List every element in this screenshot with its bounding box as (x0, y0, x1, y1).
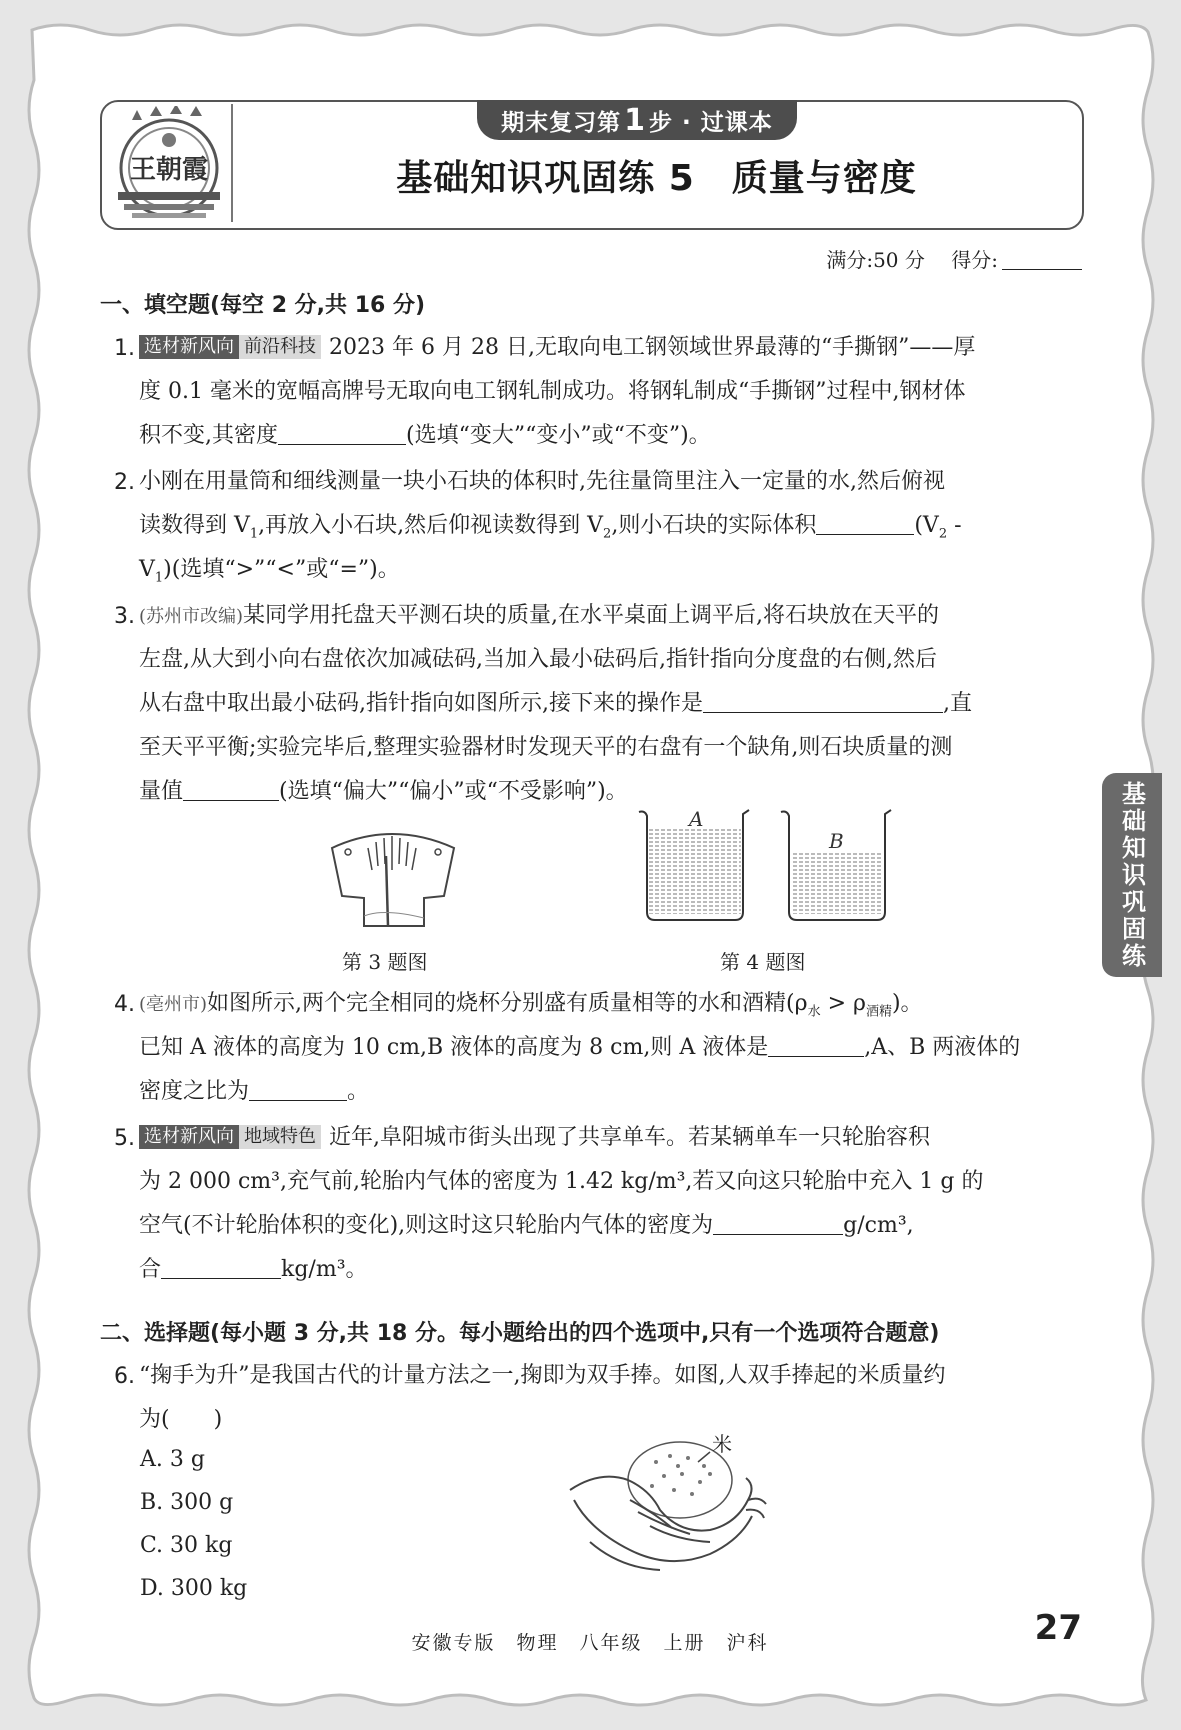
q3-answer-blank-1[interactable] (703, 694, 943, 713)
q2-line-2d: (V (914, 513, 939, 538)
q5-answer-blank-1[interactable] (713, 1216, 843, 1235)
q1-tag-trend: 选材新风向 (139, 335, 239, 359)
q6-option-a[interactable]: A. 3 g (140, 1447, 205, 1472)
q4-line-2a: 已知 A 液体的高度为 10 cm,B 液体的高度为 8 cm,则 A 液体是 (139, 1035, 769, 1060)
q6-option-b[interactable]: B. 300 g (140, 1490, 234, 1515)
q2-sub-2: 2 (603, 526, 612, 542)
q4-answer-blank-1[interactable] (768, 1038, 864, 1057)
q4-sub-water: 水 (807, 1004, 821, 1020)
q1-number: 1. (114, 336, 135, 361)
q2-sub-3: 2 (938, 526, 948, 542)
q3-line-3b: ,直 (943, 691, 972, 716)
q1-tag-topic: 前沿科技 (239, 335, 321, 359)
q3-line-1: 某同学用托盘天平测石块的质量,在水平桌面上调平后,将石块放在天平的 (243, 603, 940, 628)
q5-line-3a: 空气(不计轮胎体积的变化),则这时这只轮胎内气体的密度为 (139, 1213, 714, 1238)
q5-tag-topic: 地域特色 (239, 1125, 321, 1149)
q2-sub-1: 1 (249, 526, 259, 542)
q2-line-1: 小刚在用量筒和细线测量一块小石块的体积时,先往量筒里注入一定量的水,然后俯视 (139, 469, 945, 494)
q3-answer-blank-2[interactable] (183, 782, 279, 801)
page-title: 基础知识巩固练 5 质量与密度 (396, 158, 917, 199)
q4-line-1a: 如图所示,两个完全相同的烧杯分别盛有质量相等的水和酒精(ρ (207, 991, 808, 1016)
beakers-illustration (637, 808, 897, 928)
score-label: 得分: (951, 248, 998, 272)
q6-option-c[interactable]: C. 30 kg (140, 1533, 233, 1558)
figure-4-caption: 第 4 题图 (720, 950, 806, 974)
q4-gt: > ρ (820, 991, 866, 1016)
svg-text:王朝霞: 王朝霞 (129, 155, 209, 185)
balance-dial-illustration (328, 826, 458, 930)
full-score: 满分:50 分 (826, 248, 925, 272)
q1-line-3b: (选填“变大”“变小”或“不变”)。 (406, 423, 711, 448)
q2-sub-4: 1 (154, 570, 164, 586)
q1-line-3a: 积不变,其密度 (139, 423, 278, 448)
q5-line-2: 为 2 000 cm³,充气前,轮胎内气体的密度为 1.42 kg/m³,若又向这只轮胎中充入 1 g 的 (139, 1169, 984, 1194)
q4-source: (亳州市) (139, 994, 208, 1015)
q6-line-1: “掬手为升”是我国古代的计量方法之一,掬即为双手捧。如图,人双手捧起的米质量约 (139, 1363, 946, 1388)
q6-line-2: 为( ) (139, 1407, 223, 1432)
q1-line-2: 度 0.1 毫米的宽幅高牌号无取向电工钢轧制成功。将钢轧制成“手撕钢”过程中,钢材体 (139, 379, 966, 404)
figure-6-rice-label: 米 (712, 1432, 732, 1456)
page-number: 27 (1034, 1608, 1082, 1648)
q3-line-4: 至天平平衡;实验完毕后,整理实验器材时发现天平的右盘有一个缺角,则石块质量的测 (139, 735, 953, 760)
q2-line-2c: ,则小石块的实际体积 (611, 513, 817, 538)
q3-line-5b: (选填“偏大”“偏小”或“不受影响”)。 (279, 779, 628, 804)
beaker-b-label: B (829, 829, 844, 853)
figure-4 (637, 808, 897, 932)
q2-answer-blank[interactable] (816, 516, 914, 535)
brand-logo (110, 106, 228, 222)
q5-line-4b: kg/m³。 (281, 1257, 368, 1282)
q4-sub-alcohol: 酒精 (865, 1004, 892, 1020)
q3-line-3a: 从右盘中取出最小砝码,指针指向如图所示,接下来的操作是 (139, 691, 703, 716)
q3-number: 3. (114, 604, 135, 629)
q1-line-1: 2023 年 6 月 28 日,无取向电工钢领域世界最薄的“手撕钢”——厚 (329, 335, 976, 360)
figure-6 (560, 1430, 770, 1584)
step-number: 1 (624, 102, 647, 138)
beaker-a-label: A (689, 808, 704, 831)
side-tab: 基础知识巩固练 (1102, 773, 1162, 977)
footer-edition: 安徽专版 物理 八年级 上册 沪科 (411, 1632, 769, 1654)
q6-number: 6. (114, 1364, 135, 1389)
q3-line-2: 左盘,从大到小向右盘依次加减砝码,当加入最小砝码后,指针指向分度盘的右侧,然后 (139, 647, 937, 672)
q5-line-3b: g/cm³, (843, 1213, 914, 1238)
q5-tag-trend: 选材新风向 (139, 1125, 239, 1149)
q4-number: 4. (114, 992, 135, 1017)
step-suffix: 步 · 过课本 (649, 109, 773, 136)
section-2-heading: 二、选择题(每小题 3 分,共 18 分。每小题给出的四个选项中,只有一个选项符合题意) (100, 1321, 940, 1346)
step-prefix: 期末复习第 (501, 109, 622, 136)
q4-line-3b: 。 (347, 1079, 370, 1104)
step-tab (477, 100, 797, 140)
hands-rice-illustration (560, 1430, 770, 1580)
q3-source: (苏州市改编) (139, 606, 244, 627)
q4-answer-blank-2[interactable] (249, 1082, 347, 1101)
q5-line-1: 近年,阜阳城市街头出现了共享单车。若某辆单车一只轮胎容积 (329, 1125, 930, 1150)
q5-answer-blank-2[interactable] (161, 1260, 281, 1279)
q3-line-5a: 量值 (139, 779, 184, 804)
q2-line-2b: ,再放入小石块,然后仰视读数得到 V (258, 513, 604, 538)
figure-3 (328, 826, 458, 934)
q4-line-1b: )。 (891, 991, 923, 1016)
q2-line-3a: V (139, 557, 155, 582)
q2-line-2a: 读数得到 V (139, 513, 250, 538)
q2-number: 2. (114, 470, 135, 495)
q4-line-3a: 密度之比为 (139, 1079, 250, 1104)
beaker-b (781, 810, 891, 920)
q5-number: 5. (114, 1126, 135, 1151)
q2-line-2e: - (947, 513, 962, 538)
q4-line-2b: ,A、B 两液体的 (864, 1035, 1021, 1060)
q5-line-4a: 合 (139, 1257, 162, 1282)
score-blank[interactable] (1002, 251, 1082, 270)
section-1-heading: 一、填空题(每空 2 分,共 16 分) (100, 293, 426, 318)
score-line (700, 244, 1082, 273)
q2-line-3b: )(选填“>”“<”或“=”)。 (163, 557, 400, 582)
q1-answer-blank[interactable] (278, 426, 406, 445)
q6-option-d[interactable]: D. 300 kg (140, 1576, 248, 1601)
figure-3-caption: 第 3 题图 (342, 950, 428, 974)
